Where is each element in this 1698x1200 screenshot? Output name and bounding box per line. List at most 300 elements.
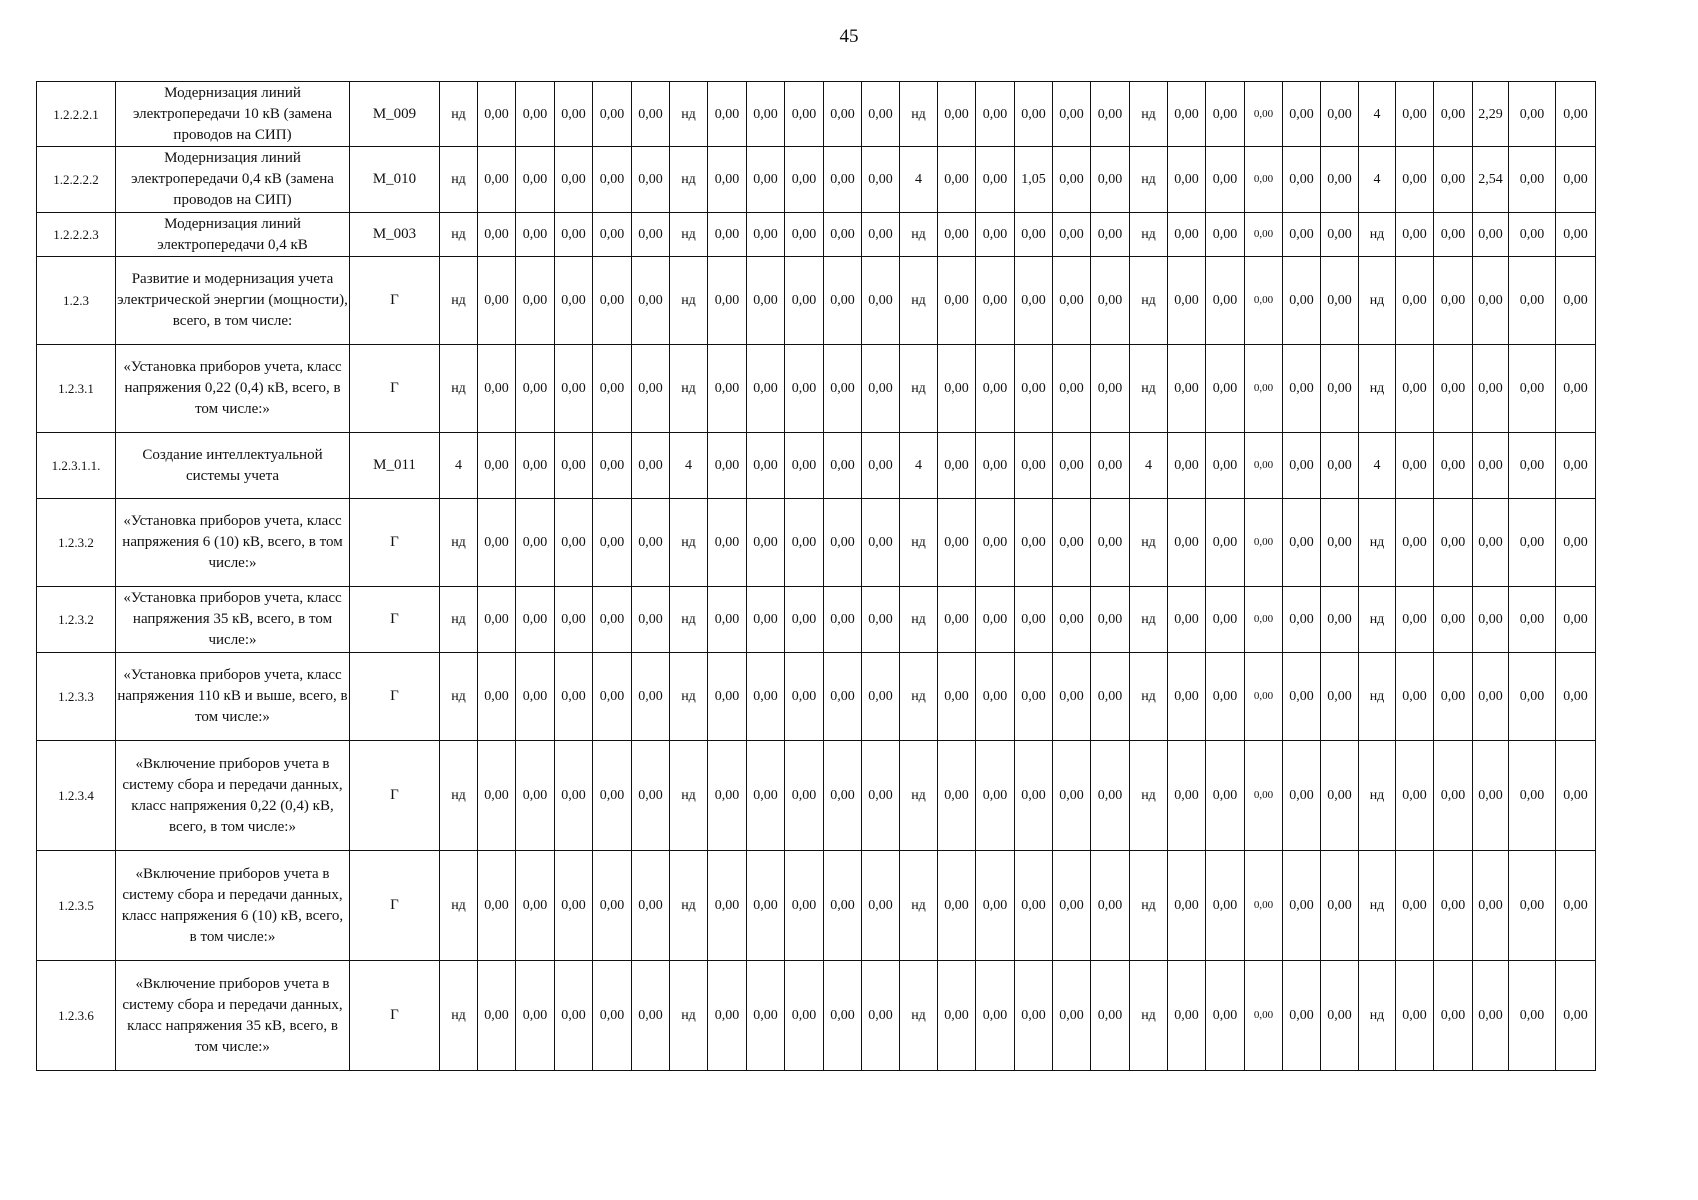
- status-cell: нд: [440, 345, 478, 433]
- value-cell: 0,00: [1509, 147, 1556, 213]
- value-cell: 0,00: [478, 257, 516, 345]
- value-cell: 0,00: [1091, 741, 1130, 851]
- value-cell: 0,00: [478, 345, 516, 433]
- value-cell: 0,00: [1053, 82, 1091, 147]
- status-cell: нд: [670, 587, 708, 653]
- value-cell: 0,00: [1015, 433, 1053, 499]
- row-code-cell: 1.2.3.6: [37, 961, 116, 1071]
- value-cell: 0,00: [1509, 257, 1556, 345]
- value-cell: 0,00: [516, 213, 555, 257]
- value-cell: 0,00: [593, 257, 632, 345]
- value-cell: 0,00: [976, 345, 1015, 433]
- value-cell: 0,00: [747, 82, 785, 147]
- value-cell: 0,00: [1091, 499, 1130, 587]
- value-cell: 0,00: [747, 851, 785, 961]
- value-cell: 0,00: [478, 741, 516, 851]
- value-cell: 0,00: [1245, 961, 1283, 1071]
- value-cell: 0,00: [976, 851, 1015, 961]
- value-cell: 0,00: [593, 653, 632, 741]
- value-cell: 0,00: [593, 213, 632, 257]
- status-cell: нд: [1359, 741, 1396, 851]
- value-cell: 0,00: [632, 433, 670, 499]
- value-cell: 0,00: [1396, 499, 1434, 587]
- status-cell: нд: [670, 82, 708, 147]
- value-cell: 0,00: [1206, 499, 1245, 587]
- status-cell: нд: [900, 345, 938, 433]
- row-name-cell: Модернизация линий электропередачи 0,4 кВ (замена проводов на СИП): [116, 147, 350, 213]
- value-cell: 0,00: [1556, 257, 1596, 345]
- value-cell: 0,00: [785, 499, 824, 587]
- value-cell: 0,00: [1168, 961, 1206, 1071]
- value-cell: 0,00: [632, 653, 670, 741]
- value-cell: 0,00: [1434, 82, 1473, 147]
- value-cell: 0,00: [1509, 851, 1556, 961]
- value-cell: 0,00: [1168, 82, 1206, 147]
- table-row: [37, 499, 1698, 587]
- status-cell: нд: [670, 741, 708, 851]
- value-cell: 0,00: [1015, 851, 1053, 961]
- value-cell: 0,00: [1396, 961, 1434, 1071]
- value-cell: 0,00: [1434, 499, 1473, 587]
- value-cell: 0,00: [1168, 499, 1206, 587]
- status-cell: 4: [1130, 433, 1168, 499]
- value-cell: 0,00: [1396, 345, 1434, 433]
- value-cell: 0,00: [785, 433, 824, 499]
- value-cell: 0,00: [1015, 82, 1053, 147]
- value-cell: 0,00: [1473, 851, 1509, 961]
- status-cell: 4: [900, 147, 938, 213]
- value-cell: 0,00: [516, 587, 555, 653]
- value-cell: 0,00: [632, 147, 670, 213]
- value-cell: 0,00: [938, 741, 976, 851]
- value-cell: 0,00: [1509, 587, 1556, 653]
- row-code-cell: 1.2.3.2: [37, 499, 116, 587]
- value-cell: 0,00: [1168, 653, 1206, 741]
- value-cell: 0,00: [824, 213, 862, 257]
- value-cell: 0,00: [1053, 653, 1091, 741]
- value-cell: 0,00: [708, 587, 747, 653]
- row-name-cell: «Установка приборов учета, класс напряжения 35 кВ, всего, в том числе:»: [116, 587, 350, 653]
- value-cell: 0,00: [708, 499, 747, 587]
- value-cell: 0,00: [747, 961, 785, 1071]
- value-cell: 0,00: [1091, 345, 1130, 433]
- value-cell: 0,00: [1245, 147, 1283, 213]
- value-cell: 0,00: [1206, 741, 1245, 851]
- value-cell: 0,00: [747, 499, 785, 587]
- value-cell: 0,00: [1245, 741, 1283, 851]
- status-cell: нд: [670, 499, 708, 587]
- status-cell: нд: [1359, 499, 1396, 587]
- value-cell: 0,00: [976, 741, 1015, 851]
- value-cell: 0,00: [708, 257, 747, 345]
- value-cell: 0,00: [938, 851, 976, 961]
- value-cell: 0,00: [1168, 345, 1206, 433]
- value-cell: 0,00: [708, 653, 747, 741]
- status-cell: нд: [440, 741, 478, 851]
- value-cell: 0,00: [1091, 82, 1130, 147]
- value-cell: 0,00: [1015, 213, 1053, 257]
- row-name-cell: «Установка приборов учета, класс напряжения 6 (10) кВ, всего, в том числе:»: [116, 499, 350, 587]
- value-cell: 0,00: [593, 587, 632, 653]
- status-cell: 4: [440, 433, 478, 499]
- value-cell: 0,00: [1053, 851, 1091, 961]
- status-cell: нд: [1359, 213, 1396, 257]
- row-code-cell: 1.2.3: [37, 257, 116, 345]
- value-cell: 0,00: [708, 851, 747, 961]
- value-cell: 0,00: [708, 961, 747, 1071]
- status-cell: нд: [1130, 587, 1168, 653]
- value-cell: 0,00: [938, 433, 976, 499]
- value-cell: 2,54: [1473, 147, 1509, 213]
- value-cell: 0,00: [976, 587, 1015, 653]
- row-code-cell: 1.2.2.2.2: [37, 147, 116, 213]
- value-cell: 0,00: [1206, 851, 1245, 961]
- status-cell: нд: [900, 257, 938, 345]
- value-cell: 0,00: [1434, 587, 1473, 653]
- value-cell: 0,00: [1396, 587, 1434, 653]
- table-row: [37, 587, 1698, 653]
- value-cell: 0,00: [1053, 345, 1091, 433]
- row-code-cell: 1.2.3.3: [37, 653, 116, 741]
- row-code-cell: 1.2.3.4: [37, 741, 116, 851]
- status-cell: нд: [440, 851, 478, 961]
- value-cell: 0,00: [785, 147, 824, 213]
- value-cell: 0,00: [747, 433, 785, 499]
- status-cell: нд: [900, 499, 938, 587]
- value-cell: 0,00: [1321, 961, 1359, 1071]
- row-code-cell: 1.2.2.2.3: [37, 213, 116, 257]
- value-cell: 0,00: [1015, 499, 1053, 587]
- value-cell: 0,00: [1473, 961, 1509, 1071]
- value-cell: 0,00: [1509, 741, 1556, 851]
- row-code-cell: 1.2.3.5: [37, 851, 116, 961]
- value-cell: 0,00: [1206, 257, 1245, 345]
- value-cell: 0,00: [1168, 147, 1206, 213]
- value-cell: 0,00: [785, 82, 824, 147]
- value-cell: 1,05: [1015, 147, 1053, 213]
- value-cell: 0,00: [708, 213, 747, 257]
- row-id-cell: М_009: [350, 82, 440, 147]
- value-cell: 0,00: [1556, 82, 1596, 147]
- table-row: [37, 433, 1698, 499]
- value-cell: 0,00: [862, 653, 900, 741]
- value-cell: 0,00: [1321, 82, 1359, 147]
- row-name-cell: Модернизация линий электропередачи 10 кВ (замена проводов на СИП): [116, 82, 350, 147]
- value-cell: 0,00: [593, 345, 632, 433]
- value-cell: 0,00: [1091, 851, 1130, 961]
- value-cell: 0,00: [593, 82, 632, 147]
- value-cell: 0,00: [1015, 345, 1053, 433]
- value-cell: 0,00: [1434, 213, 1473, 257]
- value-cell: 0,00: [1321, 433, 1359, 499]
- value-cell: 0,00: [555, 741, 593, 851]
- value-cell: 0,00: [785, 961, 824, 1071]
- value-cell: 0,00: [824, 499, 862, 587]
- value-cell: 0,00: [1245, 851, 1283, 961]
- value-cell: 0,00: [1283, 961, 1321, 1071]
- value-cell: 0,00: [1434, 851, 1473, 961]
- value-cell: 0,00: [1015, 961, 1053, 1071]
- value-cell: 0,00: [1015, 257, 1053, 345]
- value-cell: 0,00: [555, 961, 593, 1071]
- status-cell: нд: [1130, 851, 1168, 961]
- status-cell: нд: [1130, 257, 1168, 345]
- value-cell: 0,00: [516, 147, 555, 213]
- value-cell: 0,00: [478, 499, 516, 587]
- value-cell: 0,00: [824, 961, 862, 1071]
- row-id-cell: Г: [350, 257, 440, 345]
- value-cell: 0,00: [1434, 653, 1473, 741]
- table-row: [37, 82, 1698, 147]
- value-cell: 0,00: [1321, 587, 1359, 653]
- value-cell: 0,00: [976, 82, 1015, 147]
- value-cell: 0,00: [1396, 147, 1434, 213]
- status-cell: нд: [1130, 741, 1168, 851]
- status-cell: нд: [670, 257, 708, 345]
- value-cell: 0,00: [1091, 433, 1130, 499]
- value-cell: 0,00: [1245, 653, 1283, 741]
- value-cell: 0,00: [1245, 82, 1283, 147]
- value-cell: 0,00: [1434, 345, 1473, 433]
- value-cell: 0,00: [1434, 741, 1473, 851]
- value-cell: 0,00: [1053, 499, 1091, 587]
- value-cell: 0,00: [632, 961, 670, 1071]
- value-cell: 0,00: [938, 213, 976, 257]
- table-row: [37, 653, 1698, 741]
- value-cell: 0,00: [1206, 433, 1245, 499]
- value-cell: 0,00: [1556, 653, 1596, 741]
- value-cell: 0,00: [747, 257, 785, 345]
- value-cell: 0,00: [1396, 82, 1434, 147]
- value-cell: 0,00: [478, 653, 516, 741]
- row-code-cell: 1.2.2.2.1: [37, 82, 116, 147]
- status-cell: нд: [670, 147, 708, 213]
- status-cell: нд: [440, 653, 478, 741]
- value-cell: 0,00: [1509, 653, 1556, 741]
- value-cell: 0,00: [1053, 213, 1091, 257]
- value-cell: 0,00: [1206, 147, 1245, 213]
- status-cell: нд: [1359, 257, 1396, 345]
- value-cell: 0,00: [1396, 213, 1434, 257]
- value-cell: 0,00: [862, 345, 900, 433]
- value-cell: 0,00: [1206, 345, 1245, 433]
- value-cell: 0,00: [516, 741, 555, 851]
- value-cell: 0,00: [708, 741, 747, 851]
- value-cell: 0,00: [1053, 433, 1091, 499]
- value-cell: 0,00: [555, 82, 593, 147]
- row-id-cell: Г: [350, 587, 440, 653]
- row-id-cell: Г: [350, 741, 440, 851]
- row-id-cell: М_010: [350, 147, 440, 213]
- value-cell: 0,00: [1283, 741, 1321, 851]
- status-cell: нд: [1359, 961, 1396, 1071]
- row-name-cell: Создание интеллектуальной системы учета: [116, 433, 350, 499]
- value-cell: 0,00: [1473, 499, 1509, 587]
- value-cell: 0,00: [1283, 82, 1321, 147]
- investment-table: [36, 81, 1698, 1071]
- value-cell: 0,00: [478, 82, 516, 147]
- value-cell: 0,00: [1556, 213, 1596, 257]
- value-cell: 0,00: [632, 257, 670, 345]
- table-body: [37, 82, 1698, 1071]
- status-cell: нд: [440, 499, 478, 587]
- row-code-cell: 1.2.3.1: [37, 345, 116, 433]
- status-cell: 4: [900, 433, 938, 499]
- value-cell: 0,00: [1015, 653, 1053, 741]
- status-cell: нд: [440, 257, 478, 345]
- row-id-cell: Г: [350, 961, 440, 1071]
- status-cell: нд: [900, 82, 938, 147]
- value-cell: 0,00: [976, 213, 1015, 257]
- status-cell: нд: [900, 587, 938, 653]
- status-cell: нд: [670, 653, 708, 741]
- value-cell: 0,00: [824, 147, 862, 213]
- value-cell: 0,00: [824, 653, 862, 741]
- value-cell: 0,00: [862, 213, 900, 257]
- value-cell: 0,00: [976, 257, 1015, 345]
- value-cell: 0,00: [1556, 499, 1596, 587]
- value-cell: 0,00: [516, 961, 555, 1071]
- value-cell: 0,00: [1396, 257, 1434, 345]
- value-cell: 0,00: [1206, 653, 1245, 741]
- status-cell: нд: [670, 961, 708, 1071]
- value-cell: 0,00: [785, 851, 824, 961]
- status-cell: 4: [1359, 433, 1396, 499]
- value-cell: 0,00: [1321, 653, 1359, 741]
- status-cell: нд: [440, 213, 478, 257]
- value-cell: 0,00: [1396, 433, 1434, 499]
- value-cell: 0,00: [1396, 851, 1434, 961]
- value-cell: 0,00: [1473, 213, 1509, 257]
- value-cell: 0,00: [1556, 345, 1596, 433]
- value-cell: 0,00: [824, 345, 862, 433]
- value-cell: 0,00: [1556, 851, 1596, 961]
- value-cell: 0,00: [555, 851, 593, 961]
- value-cell: 0,00: [1283, 499, 1321, 587]
- value-cell: 0,00: [555, 499, 593, 587]
- value-cell: 0,00: [516, 433, 555, 499]
- value-cell: 0,00: [555, 147, 593, 213]
- row-code-cell: 1.2.3.1.1.: [37, 433, 116, 499]
- value-cell: 0,00: [785, 257, 824, 345]
- value-cell: 0,00: [632, 345, 670, 433]
- row-id-cell: М_003: [350, 213, 440, 257]
- value-cell: 0,00: [785, 587, 824, 653]
- status-cell: 4: [670, 433, 708, 499]
- row-id-cell: Г: [350, 345, 440, 433]
- value-cell: 0,00: [1053, 147, 1091, 213]
- value-cell: 0,00: [824, 257, 862, 345]
- value-cell: 0,00: [1509, 82, 1556, 147]
- value-cell: 0,00: [862, 961, 900, 1071]
- value-cell: 0,00: [1509, 345, 1556, 433]
- table-row: [37, 147, 1698, 213]
- value-cell: 0,00: [1556, 433, 1596, 499]
- value-cell: 0,00: [976, 147, 1015, 213]
- value-cell: 0,00: [938, 257, 976, 345]
- value-cell: 0,00: [555, 653, 593, 741]
- status-cell: 4: [1359, 147, 1396, 213]
- value-cell: 0,00: [1168, 587, 1206, 653]
- value-cell: 0,00: [1206, 213, 1245, 257]
- row-id-cell: Г: [350, 499, 440, 587]
- row-name-cell: «Установка приборов учета, класс напряжения 110 кВ и выше, всего, в том числе:»: [116, 653, 350, 741]
- status-cell: нд: [900, 653, 938, 741]
- value-cell: 0,00: [747, 741, 785, 851]
- value-cell: 0,00: [1434, 257, 1473, 345]
- value-cell: 0,00: [976, 433, 1015, 499]
- status-cell: нд: [1359, 587, 1396, 653]
- value-cell: 0,00: [1509, 433, 1556, 499]
- value-cell: 0,00: [1053, 257, 1091, 345]
- table-row: [37, 213, 1698, 257]
- value-cell: 0,00: [976, 961, 1015, 1071]
- value-cell: 0,00: [555, 345, 593, 433]
- value-cell: 0,00: [1283, 213, 1321, 257]
- value-cell: 0,00: [1509, 213, 1556, 257]
- value-cell: 0,00: [938, 961, 976, 1071]
- value-cell: 0,00: [1206, 587, 1245, 653]
- value-cell: 0,00: [1206, 961, 1245, 1071]
- value-cell: 0,00: [1321, 147, 1359, 213]
- value-cell: 0,00: [938, 147, 976, 213]
- value-cell: 0,00: [1321, 741, 1359, 851]
- value-cell: 0,00: [976, 499, 1015, 587]
- value-cell: 0,00: [1245, 433, 1283, 499]
- value-cell: 0,00: [555, 587, 593, 653]
- row-id-cell: Г: [350, 851, 440, 961]
- row-name-cell: «Включение приборов учета в систему сбора и передачи данных, класс напряжения 0,22 (0,4) кВ, всего, в том числе:»: [116, 741, 350, 851]
- value-cell: 0,00: [1245, 213, 1283, 257]
- value-cell: 0,00: [555, 257, 593, 345]
- value-cell: 0,00: [555, 433, 593, 499]
- value-cell: 0,00: [1396, 653, 1434, 741]
- value-cell: 0,00: [785, 653, 824, 741]
- value-cell: 0,00: [1321, 851, 1359, 961]
- status-cell: нд: [440, 587, 478, 653]
- status-cell: нд: [900, 961, 938, 1071]
- value-cell: 0,00: [1473, 587, 1509, 653]
- value-cell: 0,00: [478, 851, 516, 961]
- value-cell: 0,00: [824, 82, 862, 147]
- value-cell: 0,00: [516, 499, 555, 587]
- value-cell: 0,00: [1206, 82, 1245, 147]
- value-cell: 0,00: [785, 213, 824, 257]
- value-cell: 0,00: [632, 499, 670, 587]
- row-code-cell: 1.2.3.2: [37, 587, 116, 653]
- status-cell: нд: [1130, 213, 1168, 257]
- status-cell: нд: [1130, 653, 1168, 741]
- value-cell: 0,00: [938, 345, 976, 433]
- value-cell: 0,00: [1283, 851, 1321, 961]
- value-cell: 0,00: [593, 851, 632, 961]
- table-row: [37, 961, 1698, 1071]
- value-cell: 0,00: [593, 499, 632, 587]
- row-name-cell: «Установка приборов учета, класс напряжения 0,22 (0,4) кВ, всего, в том числе:»: [116, 345, 350, 433]
- value-cell: 0,00: [1283, 587, 1321, 653]
- value-cell: 0,00: [1168, 257, 1206, 345]
- value-cell: 0,00: [1283, 653, 1321, 741]
- value-cell: 0,00: [1091, 653, 1130, 741]
- value-cell: 0,00: [824, 587, 862, 653]
- value-cell: 0,00: [1321, 345, 1359, 433]
- row-id-cell: Г: [350, 653, 440, 741]
- value-cell: 0,00: [1509, 961, 1556, 1071]
- value-cell: 2,29: [1473, 82, 1509, 147]
- value-cell: 0,00: [1091, 147, 1130, 213]
- value-cell: 0,00: [785, 741, 824, 851]
- status-cell: нд: [440, 961, 478, 1071]
